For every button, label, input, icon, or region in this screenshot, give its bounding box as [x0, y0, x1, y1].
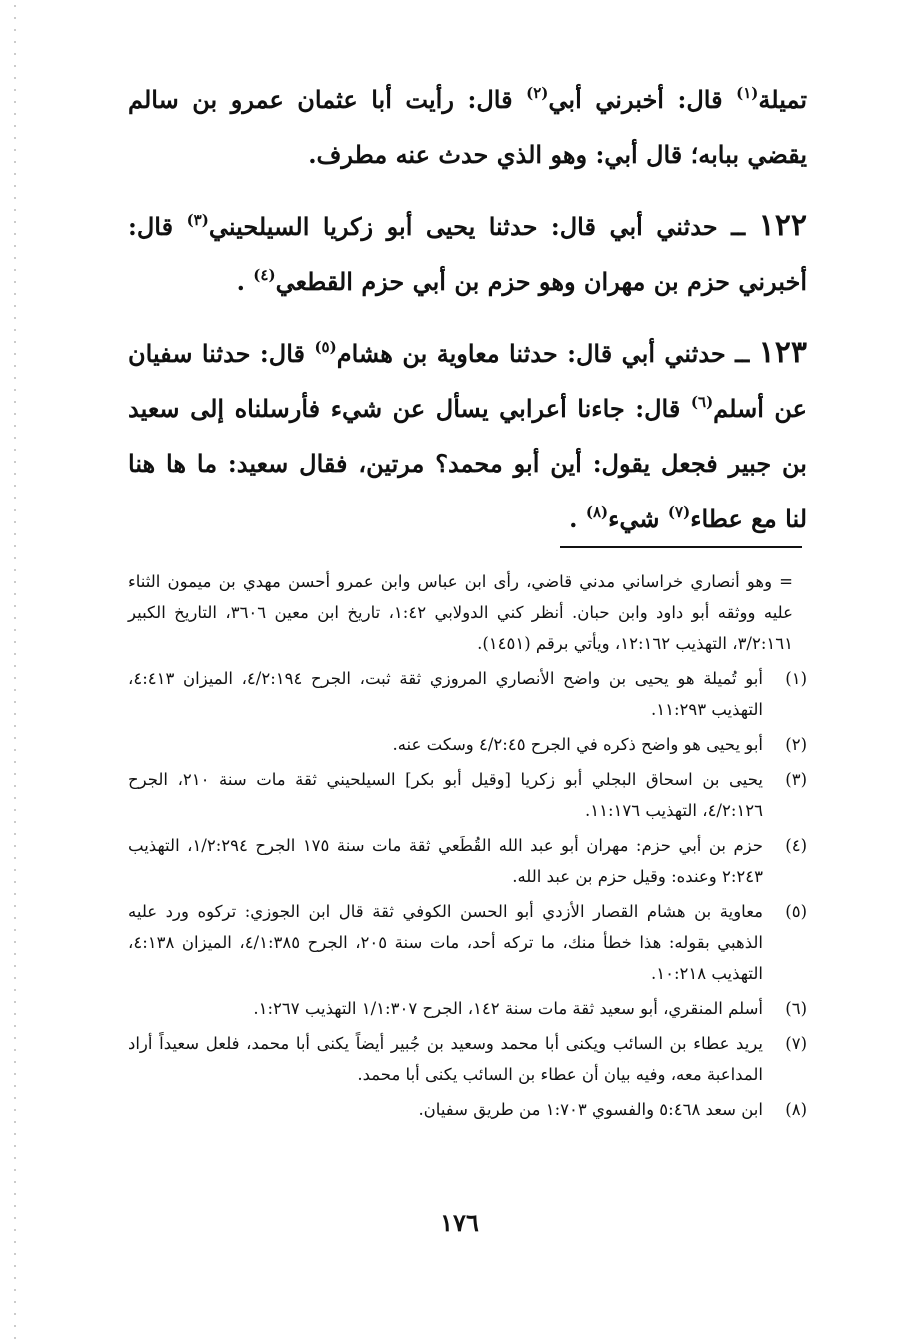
- footnotes: [128, 566, 807, 1129]
- footnote-7: [128, 1028, 807, 1090]
- footnote-2: [128, 729, 807, 760]
- footnote-number: (٥): [785, 902, 807, 921]
- paragraph-text: قال: حدثنا سفيان عن أسلم: [128, 339, 808, 423]
- main-text: [128, 72, 807, 546]
- footnote-ref-4: (٤): [253, 266, 276, 284]
- footnote-number: (١): [785, 669, 807, 688]
- footnote-continuation: = وهو أنصاري خراساني مدني قاضي، رأى ابن عباس وابن عمرو أحسن مهدي بن ميمون الثناء عليه ووثقه أبو داود وابن حبان. أنظر كني الدولابي ١:٤٢، تاريخ ابن معين ٣٦٠٦، التاريخ الكبير ٣/٢:١٦١، التهذيب ١٢:١٦٢، ويأتي برقم (١٤٥١).: [128, 572, 793, 653]
- footnote-text: أسلم المنقري، أبو سعيد ثقة مات سنة ١٤٢، الجرح ١/١:٣٠٧ التهذيب ١:٢٦٧.: [253, 999, 763, 1018]
- hadith-123: [128, 325, 807, 546]
- footnote-8: [128, 1094, 807, 1125]
- footnote-number: (٢): [785, 735, 807, 754]
- footnote-number: (٣): [785, 770, 807, 789]
- paragraph-text: ــ حدثني أبي قال: حدثنا يحيى أبو زكريا السيلحيني: [208, 212, 759, 241]
- paragraph-text: ــ حدثني أبي قال: حدثنا معاوية بن هشام: [336, 339, 759, 368]
- paragraph-1: [128, 72, 807, 182]
- footnote-1: [128, 663, 807, 725]
- paragraph-text: قال: أخبرني حزم بن مهران وهو حزم بن أبي حزم القطعي: [128, 212, 807, 296]
- footnote-text: ابن سعد ٥:٤٦٨ والفسوي ١:٧٠٣ من طريق سفيان.: [418, 1100, 763, 1119]
- scan-edge-dots: [14, 0, 16, 1342]
- footnote-text: أبو تُميلة هو يحيى بن واضح الأنصاري المروزي ثقة ثبت، الجرح ٤/٢:١٩٤، الميزان ٤:٤١٣، التهذيب ١١:٢٩٣.: [128, 669, 763, 719]
- footnote-text: يحيى بن اسحاق البجلي أبو زكريا [وقيل أبو بكر] السيلحيني ثقة مات سنة ٢١٠، الجرح ٤/٢:١٢٦، التهذيب ١١:١٧٦.: [128, 770, 763, 820]
- hadith-number: ١٢٢: [758, 208, 807, 243]
- paragraph-text: .: [236, 267, 254, 296]
- footnote-number: (٦): [785, 999, 807, 1018]
- footnote-4: [128, 830, 807, 892]
- footnote-ref-2: (٢): [526, 84, 549, 102]
- paragraph-text: .: [569, 504, 586, 533]
- footnote-ref-7: (٧): [667, 503, 691, 521]
- footnote-number: (٤): [785, 836, 807, 855]
- footnote-text: حزم بن أبي حزم: مهران أبو عبد الله القُطَعي ثقة مات سنة ١٧٥ الجرح ١/٢:٢٩٤، التهذيب ٢:٢٤٣ وعنده: وقيل حزم بن عبد الله.: [128, 836, 763, 886]
- footnote-ref-1: (١): [736, 84, 759, 102]
- paragraph-text: تميلة: [758, 85, 808, 114]
- footnote-ref-6: (٦): [690, 393, 714, 411]
- footnote-6: [128, 993, 807, 1024]
- paragraph-text: قال: جاءنا أعرابي يسأل عن شيء فأرسلناه إلى سعيد بن جبير فجعل يقول: أين أبو محمد؟ مرتين، فقال سعيد: ما ها هنا لنا مع عطاء: [128, 394, 807, 533]
- paragraph-text: قال: أخبرني أبي: [548, 85, 737, 114]
- hadith-122: [128, 198, 807, 309]
- footnote-ref-8: (٨): [585, 503, 609, 521]
- page-number: ١٧٦: [440, 1208, 479, 1237]
- paragraph-text: قال: رأيت أبا عثمان عمرو بن سالم يقضي ببابه؛ قال أبي: وهو الذي حدث عنه مطرف.: [128, 85, 807, 169]
- footnote-5: [128, 896, 807, 989]
- footnote-text: معاوية بن هشام القصار الأزدي أبو الحسن الكوفي ثقة قال ابن الجوزي: تركوه ورد عليه الذهبي بقوله: هذا خطأ منك، ما تركه أحد، مات سنة ٢٠٥، الجرح ٤/١:٣٨٥، الميزان ٤:١٣٨، التهذيب ١٠:٢١٨.: [128, 902, 763, 983]
- footnote-ref-5: (٥): [314, 338, 337, 356]
- hadith-number: ١٢٣: [758, 335, 807, 370]
- footnote-text: أبو يحيى هو واضح ذكره في الجرح ٤/٢:٤٥ وسكت عنه.: [392, 735, 763, 754]
- footnote-number: (٧): [785, 1034, 807, 1053]
- paragraph-text: شيء: [608, 504, 668, 533]
- footnote-3: [128, 764, 807, 826]
- footnote-number: (٨): [785, 1100, 807, 1119]
- footnote-ref-3: (٣): [186, 211, 209, 229]
- footnote-text: يريد عطاء بن السائب ويكنى أبا محمد وسعيد بن جُبير أيضاً يكنى أبا محمد، فلعل سعيداً أراد المداعبة معه، وفيه بيان أن عطاء بن السائب يكنى أبا محمد.: [128, 1034, 763, 1084]
- footnote-divider: [560, 546, 802, 548]
